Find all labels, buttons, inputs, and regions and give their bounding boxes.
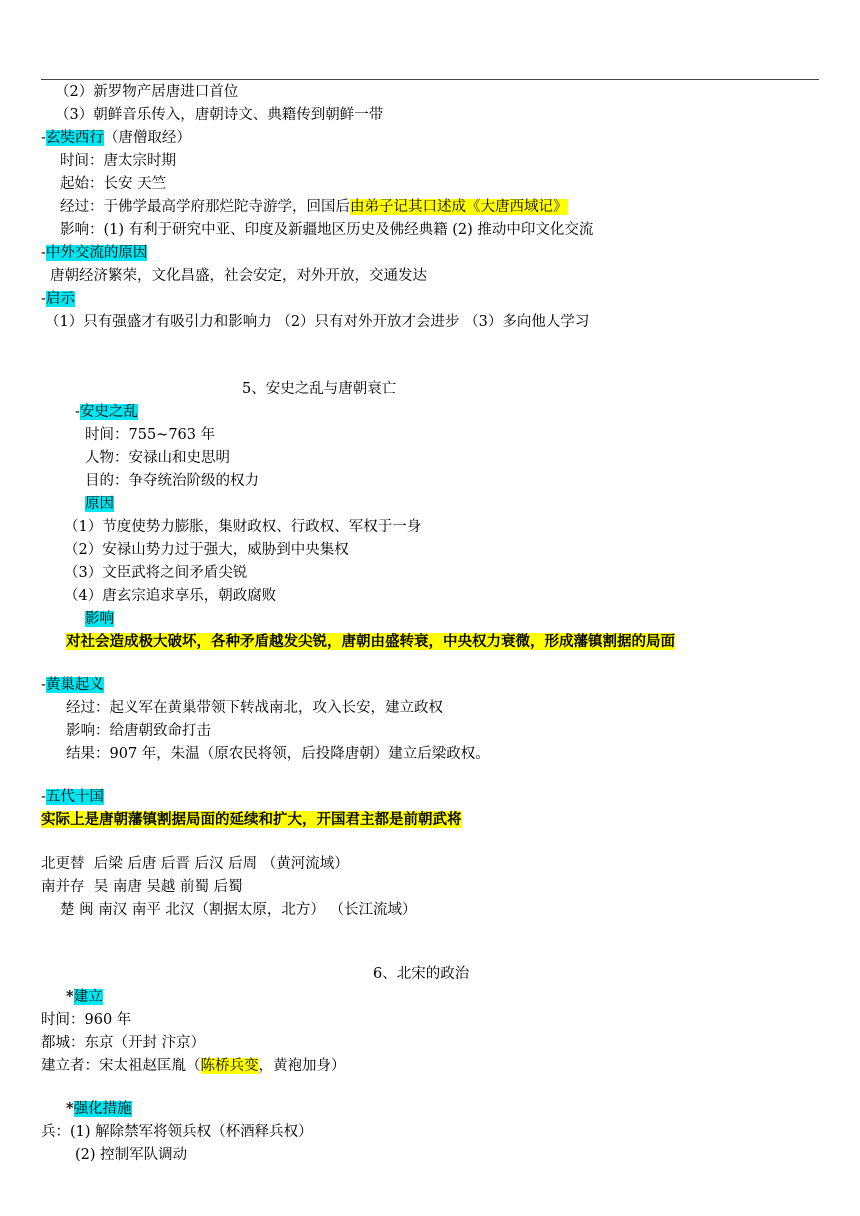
text-part: 经过：于佛学最高学府那烂陀寺游学，回国后 — [60, 199, 350, 215]
dash-marker: - — [41, 789, 46, 805]
subheading — [85, 493, 114, 515]
text-line: 南并存 吴 南唐 吴越 前蜀 后蜀 — [41, 879, 243, 895]
text-line: （2）安禄山势力过于强大，威胁到中央集权 — [64, 542, 349, 558]
text-line: 影响：给唐朝致命打击 — [66, 723, 211, 739]
section-heading — [41, 288, 75, 310]
text-line: 唐朝经济繁荣，文化昌盛，社会安定，对外开放，交通发达 — [50, 268, 427, 284]
header-rule — [41, 79, 819, 80]
text-line: 人物：安禄山和史思明 — [85, 450, 230, 466]
text-line: 结果：907 年，朱温（原农民将领，后投降唐朝）建立后梁政权。 — [66, 746, 490, 762]
text-line: （4）唐玄宗追求享乐，朝政腐败 — [64, 588, 277, 604]
text-line: 北更替 后梁 后唐 后晋 后汉 后周 （黄河流域） — [41, 856, 349, 872]
heading-highlight: 玄奘西行 — [45, 130, 104, 146]
text-line: (2) 控制军队调动 — [75, 1147, 188, 1163]
text-part: ，黄袍加身） — [258, 1058, 346, 1074]
section-heading — [41, 674, 104, 696]
text-part: 建立者：宋太祖赵匡胤（ — [41, 1058, 201, 1074]
text-line: （2）新罗物产居唐进口首位 — [55, 84, 239, 100]
heading-note: （唐僧取经） — [103, 130, 191, 146]
text-line: 目的：争夺统治阶级的权力 — [85, 473, 259, 489]
heading-highlight: 五代十国 — [45, 789, 104, 805]
text-line — [41, 1055, 346, 1077]
section-heading — [41, 242, 147, 264]
section-heading — [75, 401, 138, 423]
text-line: （1）节度使势力膨胀，集财政权、行政权、军权于一身 — [64, 519, 422, 535]
heading-highlight: 启示 — [45, 291, 75, 307]
dash-marker: - — [41, 677, 46, 693]
dash-marker: - — [41, 291, 46, 307]
text-line: 影响：(1) 有利于研究中亚、印度及新疆地区历史及佛经典籍 (2) 推动中印文化交流 — [60, 222, 594, 238]
heading-highlight: 影响 — [85, 611, 114, 627]
text-line: 时间：960 年 — [41, 1012, 132, 1028]
star-marker: * — [66, 1100, 74, 1117]
heading-highlight: 强化措施 — [73, 1101, 132, 1117]
star-marker: * — [66, 988, 74, 1005]
yellow-highlight: 由弟子记其口述成《大唐西域记》 — [350, 199, 568, 215]
dash-marker: - — [41, 130, 46, 146]
text-line — [41, 809, 462, 831]
yellow-highlight: 对社会造成极大破坏，各种矛盾越发尖锐，唐朝由盛转衰，中央权力衰微，形成藩镇割据的局面 — [66, 633, 675, 650]
subheading — [85, 608, 114, 630]
section-title: 5、安史之乱与唐朝衰亡 — [242, 381, 397, 397]
text-line: 起始：长安 天竺 — [60, 176, 167, 192]
heading-highlight: 原因 — [85, 496, 114, 512]
text-line: 都城：东京（开封 汴京） — [41, 1035, 206, 1051]
section-heading — [66, 1098, 132, 1120]
text-line: （3）朝鲜音乐传入，唐朝诗文、典籍传到朝鲜一带 — [55, 107, 384, 123]
yellow-highlight: 实际上是唐朝藩镇割据局面的延续和扩大，开国君主都是前朝武将 — [41, 811, 462, 828]
text-line: （3）文臣武将之间矛盾尖锐 — [64, 565, 248, 581]
heading-highlight: 安史之乱 — [79, 404, 138, 420]
dash-marker: - — [41, 245, 46, 261]
section-title: 6、北宋的政治 — [373, 966, 470, 982]
section-heading — [41, 786, 104, 808]
section-heading — [41, 127, 191, 149]
text-line — [60, 196, 568, 218]
yellow-highlight: 陈桥兵变 — [200, 1058, 259, 1074]
text-line: （1）只有强盛才有吸引力和影响力 （2）只有对外开放才会进步 （3）多向他人学习 — [45, 314, 590, 330]
heading-highlight: 建立 — [73, 989, 103, 1005]
text-line: 经过：起义军在黄巢带领下转战南北，攻入长安，建立政权 — [66, 700, 443, 716]
text-line — [66, 631, 675, 653]
text-line: 时间：唐太宗时期 — [60, 153, 176, 169]
text-line: 时间：755~763 年 — [85, 427, 216, 443]
section-heading — [66, 986, 103, 1008]
text-line: 兵：(1) 解除禁军将领兵权（杯酒释兵权） — [41, 1124, 313, 1140]
dash-marker: - — [75, 404, 80, 420]
heading-highlight: 中外交流的原因 — [45, 245, 148, 261]
heading-highlight: 黄巢起义 — [45, 677, 104, 693]
text-line: 楚 闽 南汉 南平 北汉（割据太原，北方） （长江流域） — [60, 902, 417, 918]
